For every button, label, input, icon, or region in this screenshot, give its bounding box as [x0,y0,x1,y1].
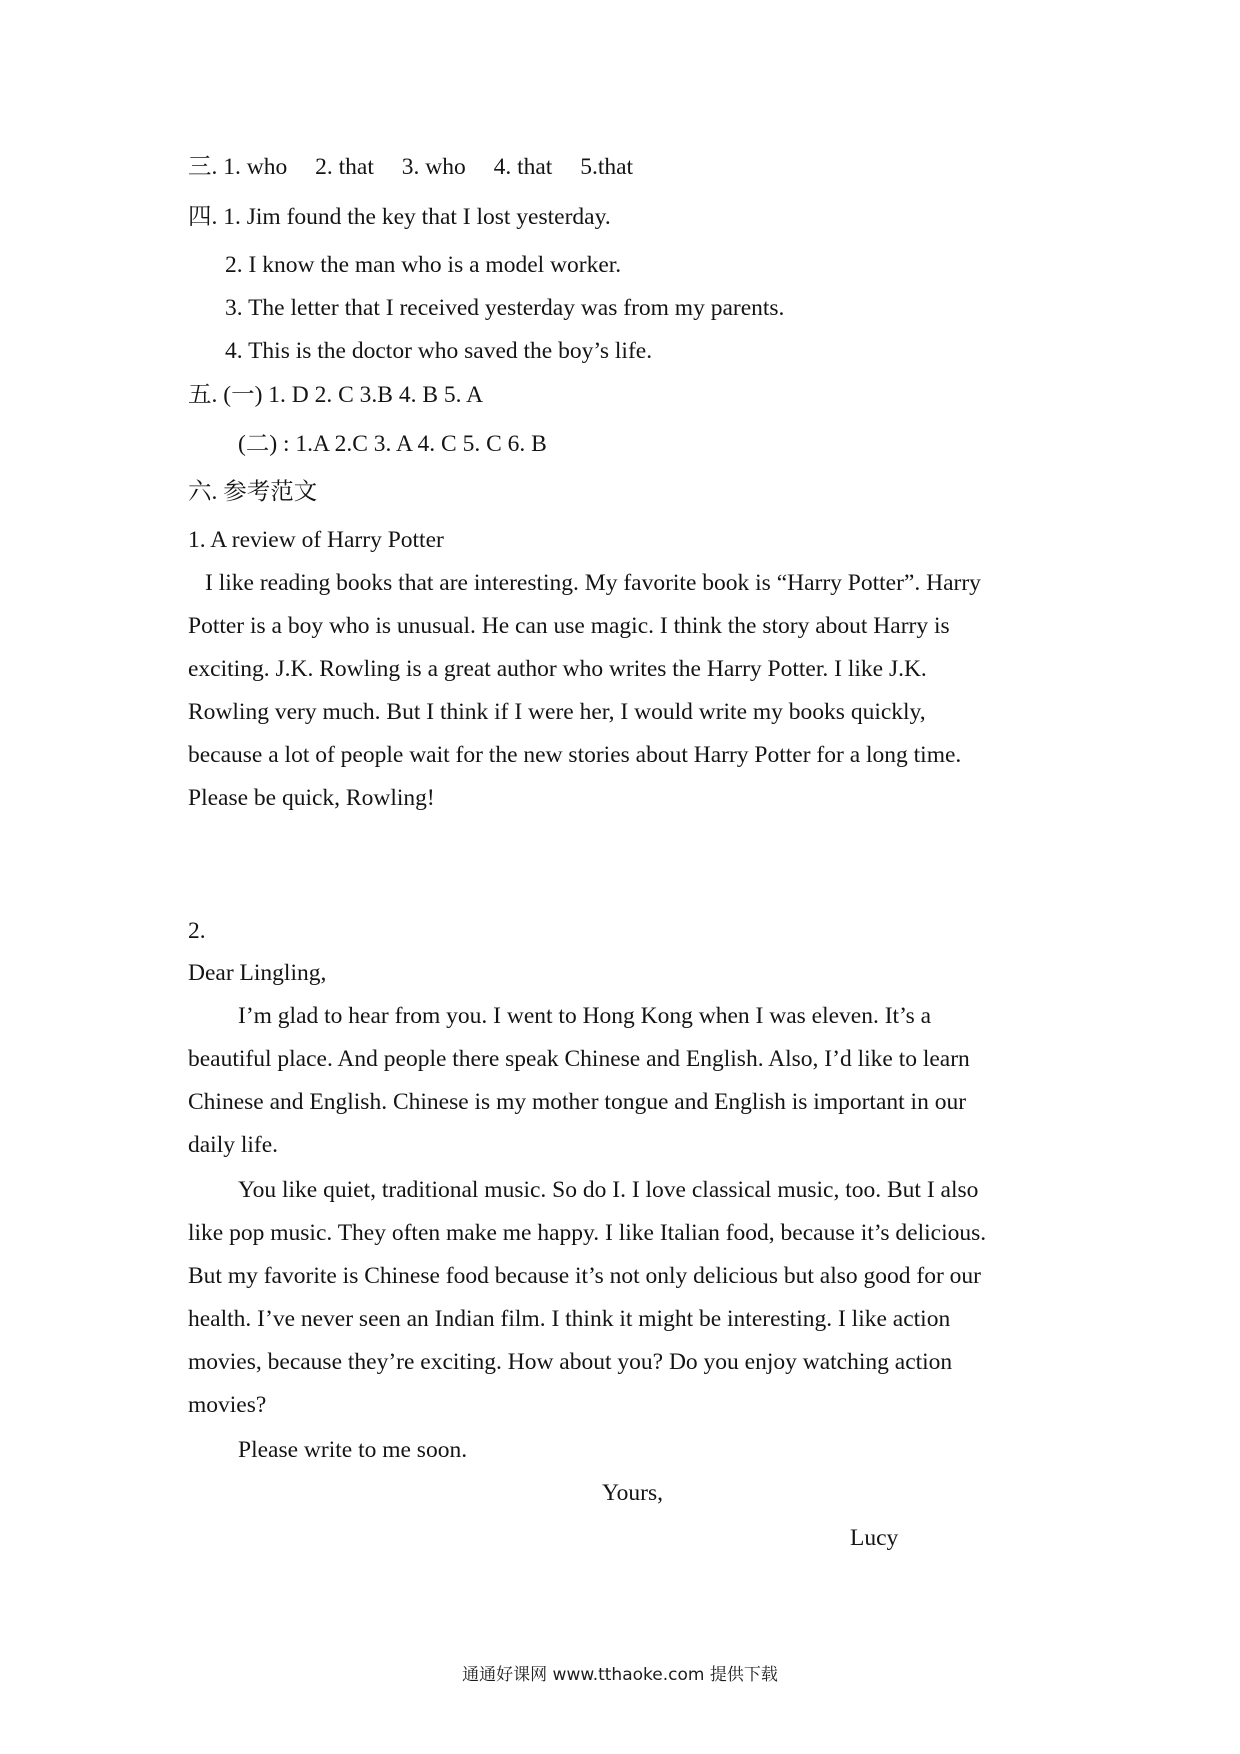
letter-line: movies? [188,1392,267,1418]
section-4-label: 四. [188,204,218,230]
answer-item: 4. that [493,154,553,180]
letter-signature: Lucy [850,1525,899,1551]
sentence-answer: 2. I know the man who is a model worker. [225,252,622,278]
answer-item: 3. who [401,154,466,180]
essay-1-title: 1. A review of Harry Potter [188,527,444,553]
answer-item: 1. who [223,154,288,180]
section-4-line [188,202,611,232]
answer-item: 2. that [315,154,374,180]
section-5-answers-1: (一) 1. D 2. C 3.B 4. B 5. A [223,382,484,408]
letter-salutation: Dear Lingling, [188,960,327,986]
section-5-part-2: (二) : 1.A 2.C 3. A 4. C 5. C 6. B [238,431,547,457]
section-5-label: 五. [188,382,218,408]
page-footer: 通通好课网 www.tthaoke.com 提供下载 [462,1665,778,1685]
sentence-answer: 3. The letter that I received yesterday was from my parents. [225,295,785,321]
letter-line: You like quiet, traditional music. So do I. I love classical music, too. But I also [238,1177,979,1203]
section-3-answers [188,152,655,182]
essay-line: Rowling very much. But I think if I were her, I would write my books quickly, [188,699,926,725]
sentence-answer: 1. Jim found the key that I lost yesterday. [223,204,611,230]
section-5-part-1 [188,380,483,410]
letter-line: health. I’ve never seen an Indian film. I think it might be interesting. I like action [188,1306,951,1332]
letter-line: like pop music. They often make me happy. I like Italian food, because it’s delicious. [188,1220,987,1246]
essay-line: Please be quick, Rowling! [188,785,435,811]
section-6-heading: 六. 参考范文 [188,479,318,505]
letter-line: beautiful place. And people there speak Chinese and English. Also, I’d like to learn [188,1046,970,1072]
essay-line: exciting. J.K. Rowling is a great author who writes the Harry Potter. I like J.K. [188,656,927,682]
essay-line: because a lot of people wait for the new stories about Harry Potter for a long time. [188,742,962,768]
answer-item: 5.that [580,154,634,180]
letter-line: Chinese and English. Chinese is my mother tongue and English is important in our [188,1089,967,1115]
sentence-answer: 4. This is the doctor who saved the boy’s life. [225,338,653,364]
letter-closing-line: Please write to me soon. [238,1437,468,1463]
letter-line: But my favorite is Chinese food because it’s not only delicious but also good for our [188,1263,981,1289]
section-3-label: 三. [188,154,218,180]
letter-line: daily life. [188,1132,279,1158]
essay-2-number: 2. [188,918,206,944]
letter-line: movies, because they’re exciting. How about you? Do you enjoy watching action [188,1349,953,1375]
letter-line: I’m glad to hear from you. I went to Hong Kong when I was eleven. It’s a [238,1003,932,1029]
letter-signoff: Yours, [602,1480,663,1506]
essay-line: Potter is a boy who is unusual. He can use magic. I think the story about Harry is [188,613,950,639]
essay-line: I like reading books that are interesting. My favorite book is “Harry Potter”. Harry [205,570,981,596]
